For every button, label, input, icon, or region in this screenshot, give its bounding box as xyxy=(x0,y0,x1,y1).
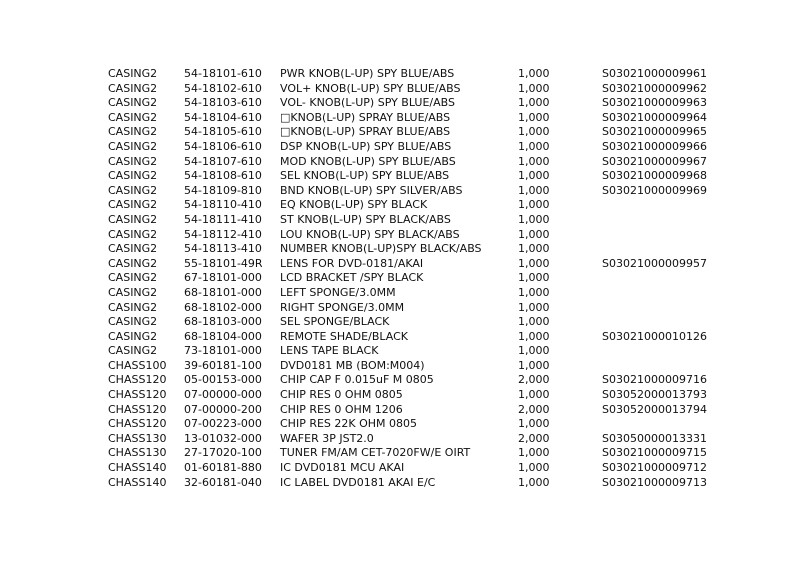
quantity-cell: 1,000 xyxy=(518,169,550,183)
table-row xyxy=(108,286,722,301)
group-cell: CASING2 xyxy=(108,154,158,168)
reference-code-cell: S03021000009715 xyxy=(602,446,707,460)
part-number-cell: 54-18113-410 xyxy=(184,242,262,256)
quantity-cell: 1,000 xyxy=(518,154,550,168)
table-row xyxy=(108,111,722,126)
part-number-cell: 68-18102-000 xyxy=(184,300,262,314)
quantity-cell: 1,000 xyxy=(518,198,550,212)
reference-code-cell xyxy=(602,344,722,359)
quantity-cell: 1,000 xyxy=(518,315,550,329)
description-cell: LENS FOR DVD-0181/AKAI xyxy=(280,256,424,270)
description-cell: TUNER FM/AM CET-7020FW/E OIRT xyxy=(280,446,471,460)
part-number-cell: 13-01032-000 xyxy=(184,431,262,445)
part-number-cell: 54-18108-610 xyxy=(184,169,262,183)
quantity-cell: 1,000 xyxy=(518,475,550,489)
reference-code-cell xyxy=(602,213,722,228)
reference-code-cell: S03021000009712 xyxy=(602,461,707,475)
part-number-cell: 32-60181-040 xyxy=(184,475,262,489)
quantity-cell: 1,000 xyxy=(518,388,550,402)
table-row xyxy=(108,373,722,388)
group-cell: CASING2 xyxy=(108,198,158,212)
table-row xyxy=(108,140,722,155)
part-number-cell: 54-18107-610 xyxy=(184,154,262,168)
group-cell: CASING2 xyxy=(108,169,158,183)
description-cell: SEL KNOB(L-UP) SPY BLUE/ABS xyxy=(280,169,450,183)
table-row xyxy=(108,67,722,82)
description-cell: SEL SPONGE/BLACK xyxy=(280,315,390,329)
table-row xyxy=(108,125,722,140)
description-cell: MOD KNOB(L-UP) SPY BLUE/ABS xyxy=(280,154,456,168)
table-row xyxy=(108,169,722,184)
description-cell: NUMBER KNOB(L-UP)SPY BLACK/ABS xyxy=(280,242,482,256)
description-cell: LOU KNOB(L-UP) SPY BLACK/ABS xyxy=(280,227,460,241)
group-cell: CHASS130 xyxy=(108,446,167,460)
reference-code-cell: S03050000013331 xyxy=(602,431,707,445)
description-cell: REMOTE SHADE/BLACK xyxy=(280,329,408,343)
part-number-cell: 54-18105-610 xyxy=(184,125,262,139)
description-cell: VOL- KNOB(L-UP) SPY BLUE/ABS xyxy=(280,96,455,110)
group-cell: CHASS100 xyxy=(108,358,167,372)
table-row xyxy=(108,315,722,330)
part-number-cell: 27-17020-100 xyxy=(184,446,262,460)
parts-table-body xyxy=(108,67,722,490)
table-row xyxy=(108,446,722,461)
reference-code-cell: S03021000009967 xyxy=(602,154,707,168)
reference-code-cell: S03021000009957 xyxy=(602,256,707,270)
part-number-cell: 54-18109-810 xyxy=(184,183,262,197)
part-number-cell: 54-18103-610 xyxy=(184,96,262,110)
group-cell: CASING2 xyxy=(108,256,158,270)
reference-code-cell: S03021000009968 xyxy=(602,169,707,183)
table-row xyxy=(108,82,722,97)
reference-code-cell xyxy=(602,242,722,257)
part-number-cell: 54-18104-610 xyxy=(184,110,262,124)
quantity-cell: 1,000 xyxy=(518,285,550,299)
group-cell: CASING2 xyxy=(108,227,158,241)
group-cell: CHASS120 xyxy=(108,388,167,402)
quantity-cell: 2,000 xyxy=(518,431,550,445)
reference-code-cell xyxy=(602,417,722,432)
part-number-cell: 54-18111-410 xyxy=(184,212,262,226)
part-number-cell: 07-00223-000 xyxy=(184,417,262,431)
group-cell: CHASS120 xyxy=(108,373,167,387)
reference-code-cell xyxy=(602,359,722,374)
quantity-cell: 1,000 xyxy=(518,417,550,431)
reference-code-cell xyxy=(602,198,722,213)
reference-code-cell: S03021000009966 xyxy=(602,139,707,153)
table-row xyxy=(108,228,722,243)
part-number-cell: 55-18101-49R xyxy=(184,256,263,270)
table-row xyxy=(108,257,722,272)
quantity-cell: 1,000 xyxy=(518,358,550,372)
reference-code-cell: S03052000013794 xyxy=(602,402,707,416)
description-cell: PWR KNOB(L-UP) SPY BLUE/ABS xyxy=(280,67,455,80)
quantity-cell: 1,000 xyxy=(518,67,550,80)
group-cell: CASING2 xyxy=(108,212,158,226)
part-number-cell: 01-60181-880 xyxy=(184,461,262,475)
part-number-cell: 54-18106-610 xyxy=(184,139,262,153)
quantity-cell: 1,000 xyxy=(518,227,550,241)
table-row xyxy=(108,461,722,476)
table-row xyxy=(108,155,722,170)
table-row xyxy=(108,271,722,286)
quantity-cell: 1,000 xyxy=(518,212,550,226)
quantity-cell: 1,000 xyxy=(518,344,550,358)
description-cell: LEFT SPONGE/3.0MM xyxy=(280,285,396,299)
table-row xyxy=(108,198,722,213)
part-number-cell: 54-18102-610 xyxy=(184,81,262,95)
group-cell: CASING2 xyxy=(108,139,158,153)
quantity-cell: 1,000 xyxy=(518,300,550,314)
group-cell: CASING2 xyxy=(108,183,158,197)
parts-table xyxy=(108,67,722,490)
reference-code-cell: S03021000009713 xyxy=(602,475,707,489)
part-number-cell: 68-18101-000 xyxy=(184,285,262,299)
quantity-cell: 1,000 xyxy=(518,242,550,256)
group-cell: CASING2 xyxy=(108,344,158,358)
group-cell: CASING2 xyxy=(108,242,158,256)
description-cell: WAFER 3P JST2.0 xyxy=(280,431,374,445)
description-cell: BND KNOB(L-UP) SPY SILVER/ABS xyxy=(280,183,463,197)
quantity-cell: 1,000 xyxy=(518,271,550,285)
group-cell: CASING2 xyxy=(108,110,158,124)
description-cell: DSP KNOB(L-UP) SPY BLUE/ABS xyxy=(280,139,452,153)
reference-code-cell: S03021000010126 xyxy=(602,329,707,343)
table-row xyxy=(108,184,722,199)
part-number-cell: 68-18103-000 xyxy=(184,315,262,329)
description-cell: □KNOB(L-UP) SPRAY BLUE/ABS xyxy=(280,110,451,124)
quantity-cell: 1,000 xyxy=(518,461,550,475)
table-row xyxy=(108,242,722,257)
description-cell: IC DVD0181 MCU AKAI xyxy=(280,461,405,475)
table-row xyxy=(108,301,722,316)
quantity-cell: 1,000 xyxy=(518,183,550,197)
group-cell: CHASS130 xyxy=(108,431,167,445)
group-cell: CHASS140 xyxy=(108,461,167,475)
description-cell: EQ KNOB(L-UP) SPY BLACK xyxy=(280,198,428,212)
table-row xyxy=(108,432,722,447)
description-cell: CHIP CAP F 0.015uF M 0805 xyxy=(280,373,434,387)
quantity-cell: 1,000 xyxy=(518,139,550,153)
group-cell: CASING2 xyxy=(108,96,158,110)
reference-code-cell: S03021000009716 xyxy=(602,373,707,387)
table-row xyxy=(108,417,722,432)
quantity-cell: 2,000 xyxy=(518,373,550,387)
reference-code-cell: S03021000009969 xyxy=(602,183,707,197)
description-cell: □KNOB(L-UP) SPRAY BLUE/ABS xyxy=(280,125,451,139)
reference-code-cell xyxy=(602,286,722,301)
group-cell: CASING2 xyxy=(108,125,158,139)
part-number-cell: 54-18110-410 xyxy=(184,198,262,212)
reference-code-cell: S03021000009963 xyxy=(602,96,707,110)
part-number-cell: 68-18104-000 xyxy=(184,329,262,343)
group-cell: CASING2 xyxy=(108,315,158,329)
part-number-cell: 67-18101-000 xyxy=(184,271,262,285)
description-cell: CHIP RES 0 OHM 1206 xyxy=(280,402,403,416)
reference-code-cell xyxy=(602,228,722,243)
group-cell: CASING2 xyxy=(108,271,158,285)
group-cell: CHASS120 xyxy=(108,417,167,431)
table-row xyxy=(108,344,722,359)
part-number-cell: 39-60181-100 xyxy=(184,358,262,372)
reference-code-cell: S03021000009964 xyxy=(602,110,707,124)
quantity-cell: 1,000 xyxy=(518,125,550,139)
part-number-cell: 05-00153-000 xyxy=(184,373,262,387)
group-cell: CHASS140 xyxy=(108,475,167,489)
quantity-cell: 1,000 xyxy=(518,110,550,124)
reference-code-cell: S03021000009965 xyxy=(602,125,707,139)
part-number-cell: 07-00000-200 xyxy=(184,402,262,416)
table-row xyxy=(108,476,722,491)
group-cell: CHASS120 xyxy=(108,402,167,416)
quantity-cell: 2,000 xyxy=(518,402,550,416)
description-cell: LCD BRACKET /SPY BLACK xyxy=(280,271,424,285)
quantity-cell: 1,000 xyxy=(518,96,550,110)
description-cell: CHIP RES 0 OHM 0805 xyxy=(280,388,403,402)
quantity-cell: 1,000 xyxy=(518,446,550,460)
description-cell: LENS TAPE BLACK xyxy=(280,344,379,358)
reference-code-cell: S03021000009962 xyxy=(602,81,707,95)
part-number-cell: 07-00000-000 xyxy=(184,388,262,402)
quantity-cell: 1,000 xyxy=(518,81,550,95)
description-cell: CHIP RES 22K OHM 0805 xyxy=(280,417,418,431)
reference-code-cell: S03021000009961 xyxy=(602,67,707,80)
reference-code-cell xyxy=(602,315,722,330)
group-cell: CASING2 xyxy=(108,285,158,299)
description-cell: IC LABEL DVD0181 AKAI E/C xyxy=(280,475,436,489)
description-cell: VOL+ KNOB(L-UP) SPY BLUE/ABS xyxy=(280,81,461,95)
table-row xyxy=(108,330,722,345)
table-row xyxy=(108,96,722,111)
description-cell: RIGHT SPONGE/3.0MM xyxy=(280,300,405,314)
reference-code-cell xyxy=(602,271,722,286)
table-row xyxy=(108,213,722,228)
part-number-cell: 73-18101-000 xyxy=(184,344,262,358)
quantity-cell: 1,000 xyxy=(518,256,550,270)
quantity-cell: 1,000 xyxy=(518,329,550,343)
description-cell: ST KNOB(L-UP) SPY BLACK/ABS xyxy=(280,212,451,226)
description-cell: DVD0181 MB (BOM:M004) xyxy=(280,358,425,372)
table-row xyxy=(108,388,722,403)
part-number-cell: 54-18112-410 xyxy=(184,227,262,241)
group-cell: CASING2 xyxy=(108,300,158,314)
reference-code-cell: S03052000013793 xyxy=(602,388,707,402)
part-number-cell: 54-18101-610 xyxy=(184,67,262,80)
reference-code-cell xyxy=(602,301,722,316)
table-row xyxy=(108,359,722,374)
group-cell: CASING2 xyxy=(108,67,158,80)
table-row xyxy=(108,403,722,418)
group-cell: CASING2 xyxy=(108,329,158,343)
group-cell: CASING2 xyxy=(108,81,158,95)
